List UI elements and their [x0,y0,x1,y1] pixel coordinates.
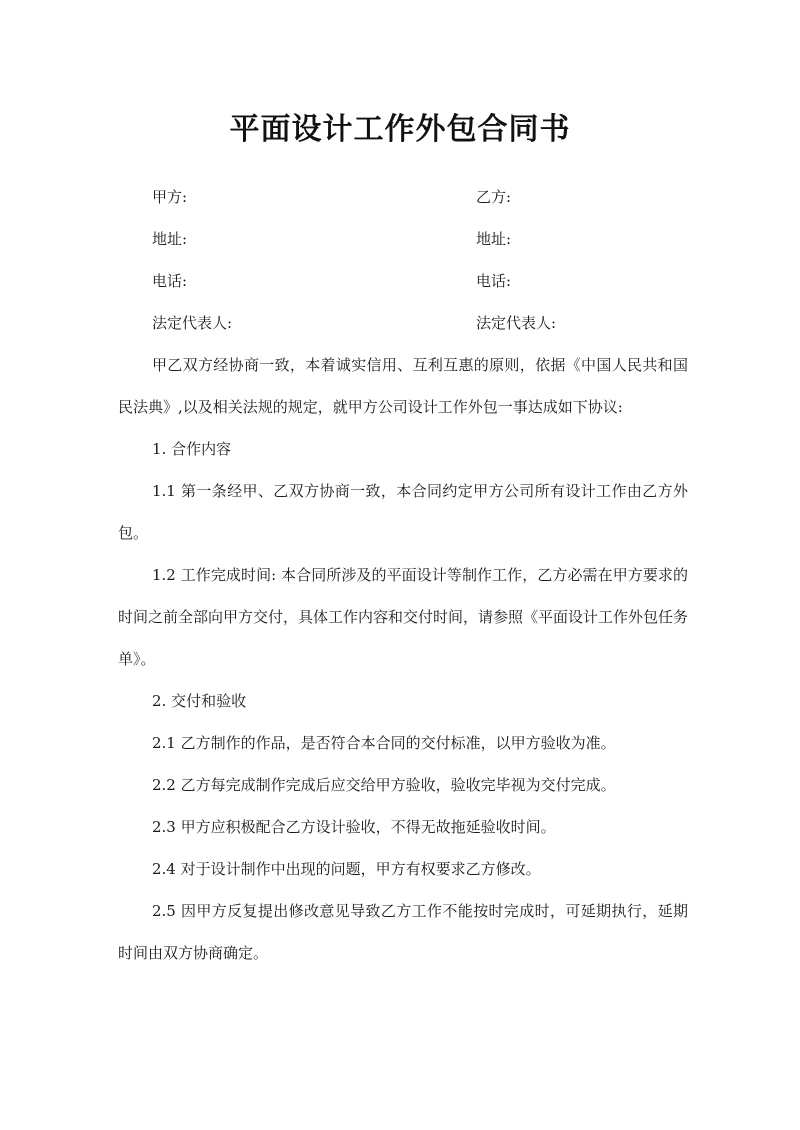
party-b-address-label: 地址: [476,230,512,248]
clause-2-3: 2.3 甲方应积极配合乙方设计验收，不得无故拖延验收时间。 [152,818,556,836]
party-row-representative [152,306,652,348]
clause-1-1: 1.1 第一条经甲、乙双方协商一致，本合同约定甲方公司所有设计工作由乙方外包。 [118,482,688,542]
party-row-party [152,180,652,222]
section-heading-delivery: 2. 交付和验收 [152,692,247,710]
clause-2-5: 2.5 因甲方反复提出修改意见导致乙方工作不能按时完成时，可延期执行，延期时间由双方协商确定。 [118,902,688,962]
clause-1-2: 1.2 工作完成时间: 本合同所涉及的平面设计等制作工作，乙方必需在甲方要求的时间之前全部向甲方交付，具体工作内容和交付时间，请参照《平面设计工作外包任务单》。 [118,566,689,668]
party-b-phone-label: 电话: [476,272,512,290]
party-a-address-label: 地址: [152,230,188,248]
party-b-representative-label: 法定代表人: [476,314,557,332]
section-heading-cooperation: 1. 合作内容 [152,440,232,458]
party-row-address [152,222,652,264]
clause-2-1: 2.1 乙方制作的作品，是否符合本合同的交付标准，以甲方验收为准。 [152,734,616,752]
party-a-representative-label: 法定代表人: [152,314,233,332]
party-a-label: 甲方: [152,188,188,206]
clause-2-2: 2.2 乙方每完成制作完成后应交给甲方验收，验收完毕视为交付完成。 [152,776,616,794]
party-info [152,180,652,348]
party-b-label: 乙方: [476,188,512,206]
clause-2-4: 2.4 对于设计制作中出现的问题，甲方有权要求乙方修改。 [152,860,541,878]
party-a-phone-label: 电话: [152,272,188,290]
contract-body [118,344,688,974]
preamble-paragraph: 甲乙双方经协商一致，本着诚实信用、互利互惠的原则，依据《中国人民共和国民法典》,以及相关法规的规定，就甲方公司设计工作外包一事达成如下协议: [118,356,688,416]
party-row-phone [152,264,652,306]
document-title: 平面设计工作外包合同书 [229,112,571,147]
